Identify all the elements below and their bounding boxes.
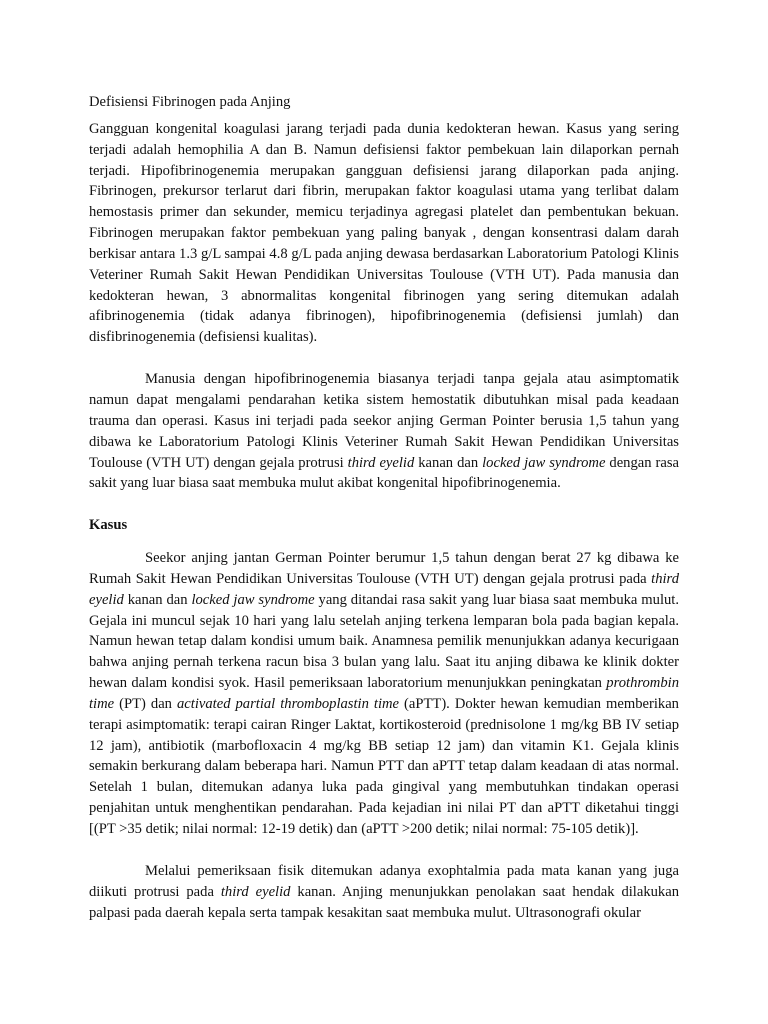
paragraph-intro: Gangguan kongenital koagulasi jarang terjadi pada dunia kedokteran hewan. Kasus yang sering terjadi adalah hemophilia A dan B. Namun defisiensi faktor pembekuan lain dilaporkan pernah terjadi. Hipofibrinogenemia merupakan gangguan defisiensi jarang dilaporkan pada anjing. Fibrinogen, prekursor terlarut dari fibrin, merupakan faktor koagulasi utama yang terlibat dalam hemostasis primer dan sekunder, memicu terjadinya agregasi platelet dan pembentukan bekuan. Fibrinogen merupakan faktor pembekuan yang paling banyak , dengan konsentrasi dalam darah berkisar antara 1.3 g/L sampai 4.8 g/L pada anjing dewasa berdasarkan Laboratorium Patologi Klinis Veteriner Rumah Sakit Hewan Pendidikan Universitas Toulouse (VTH UT). Pada manusia dan kedokteran hewan, 3 abnormalitas kongenital fibrinogen yang sering ditemukan adalah afibrinogenemia (tidak adanya fibrinogen), hipofibrinogenemia (defisiensi jumlah) dan disfibrinogenemia (defisiensi kualitas). [89,120,679,346]
italic-term: locked jaw syndrome [482,454,606,471]
italic-term: third eyelid [89,570,679,608]
italic-term: activated partial thromboplastin time [177,695,400,712]
document-title: Defisiensi Fibrinogen pada Anjing [89,94,291,110]
text-run: Seekor anjing jantan German Pointer berumur 1,5 tahun dengan berat 27 kg dibawa ke Rumah Sakit Hewan Pendidikan Universitas Toulouse (VTH UT) dengan gejala protrusi pada [89,550,679,587]
text-run: Manusia dengan hipofibrinogenemia biasanya terjadi tanpa gejala atau asimptomatik namun dapat mengalami pendarahan ketika sistem hemostatik dibutuhkan misal pada keadaan trauma dan operasi. Kasus ini terjadi pada seekor anjing German Pointer berusia 1,5 tahun yang dibawa ke Laboratorium Patologi Klinis Veteriner Rumah Sakit Hewan Pendidikan Universitas Toulouse (VTH UT) dengan gejala protrusi [89,371,679,471]
paragraph-examination [89,861,679,924]
italic-term: locked jaw syndrome [191,591,315,608]
text-run: dengan rasa sakit yang luar biasa saat membuka mulut akibat kongenital hipofibrinogenemia. [89,454,680,492]
text-run: yang ditandai rasa sakit yang luar biasa saat membuka mulut. Gejala ini muncul sejak 10 hari yang lalu setelah anjing terkena lemparan bola pada bagian kepala. Namun hewan tetap dalam kondisi umum baik. Anamnesa pemilik menunjukkan adanya kecurigaan bahwa anjing pernah terkena racun bisa 3 bulan yang lalu. Saat itu anjing dibawa ke klinik dokter hewan dalam kondisi syok. Hasil pemeriksaan laboratorium menunjukkan peningkatan [89,591,679,692]
italic-term: third eyelid [220,883,291,900]
text-run: Melalui pemeriksaan fisik ditemukan adanya exophtalmia pada mata kanan yang juga diikuti protrusi pada [89,862,679,900]
paragraph-background [89,369,679,494]
paragraph-case [89,548,679,840]
section-heading-kasus: Kasus [89,517,128,534]
italic-term: third eyelid [347,454,415,471]
italic-term: prothrombin time [89,675,679,712]
text-run: (PT) dan [114,695,177,712]
text-run: kanan dan [414,454,483,471]
text-run: kanan. Anjing menunjukkan penolakan saat hendak dilakukan palpasi pada daerah kepala serta tampak kesakitan saat membuka mulut. Ultrasonografi okular [89,883,679,921]
text-run: kanan dan [123,591,192,608]
text-run: (aPTT). Dokter hewan kemudian memberikan terapi asimptomatik: terapi cairan Ringer Laktat, kortikosteroid (prednisolone 1 mg/kg BB IV setiap 12 jam), antibiotik (marbofloxacin 4 mg/kg BB setiap 12 jam) dan vitamin K1. Gejala klinis semakin berkurang dalam beberapa hari. Namun PTT dan aPTT tetap dalam keadaan di atas normal. Setelah 1 bulan, ditemukan adanya luka pada gingival yang membutuhkan tindakan operasi penjahitan untuk menghentikan pendarahan. Pada kejadian ini nilai PT dan aPTT diketahui tinggi [(PT >35 detik; nilai normal: 12-19 detik) dan (aPTT >200 detik; nilai normal: 75-105 detik)]. [89,695,679,837]
